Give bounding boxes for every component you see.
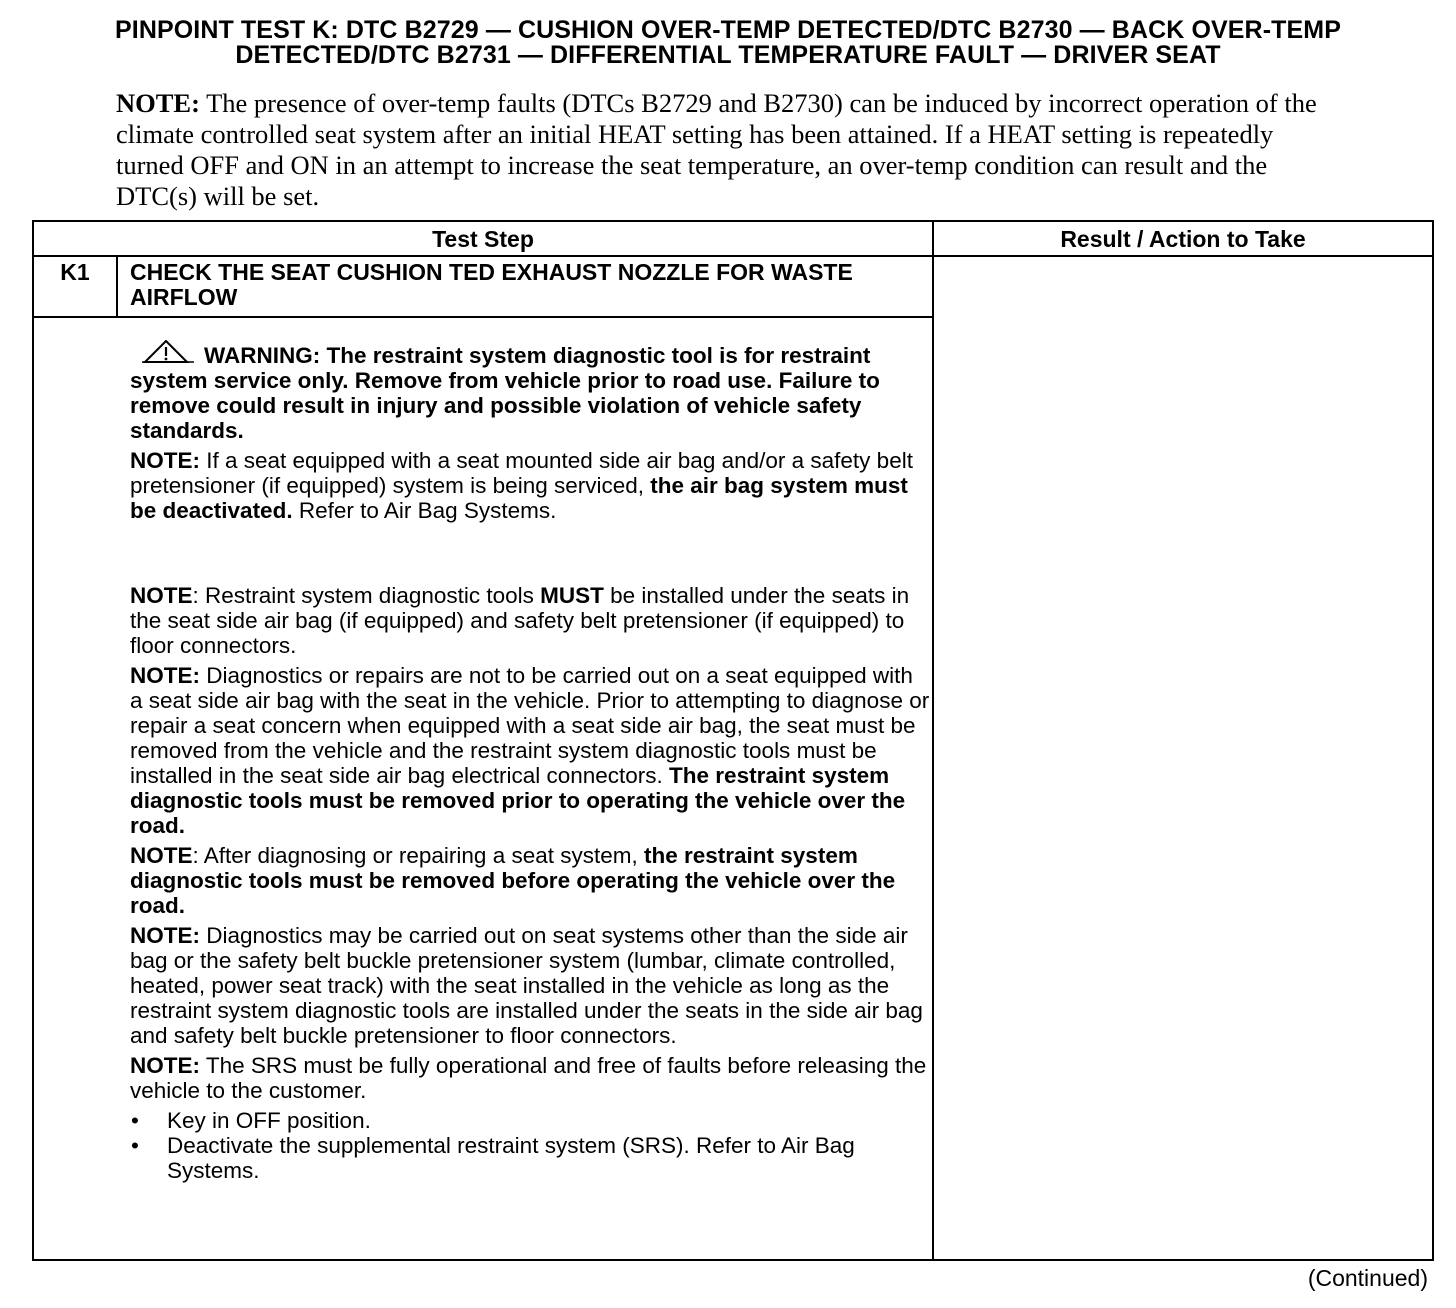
note-label: NOTE: [130,663,200,688]
note-label: NOTE: [130,923,200,948]
warning-text: WARNING: The restraint system diagnostic tool is for restraint system service only. Remove from vehicle prior to road use. Failure to remove could result in injury and possible violation of vehicle safety standards. [130,343,880,443]
note-other-seat-systems [130,923,930,1048]
step-id-divider [116,257,118,318]
column-divider [932,222,934,1259]
note-label: NOTE [130,843,193,868]
note-label: NOTE: [130,448,200,473]
page-title [28,18,1428,68]
note-label: NOTE [130,583,193,608]
header-test-step: Test Step [432,226,534,252]
note-bold-text: MUST [540,583,604,608]
note-text: If a seat equipped with a seat mounted side air bag and/or a safety belt pretensioner (if equipped) system is being serviced, [130,448,913,498]
step-title: CHECK THE SEAT CUSHION TED EXHAUST NOZZLE FOR WASTE AIRFLOW [130,259,853,310]
intro-note-label: NOTE: [116,88,200,118]
test-step-table [32,220,1434,1261]
continued-label: (Continued) [1307,1265,1428,1291]
action-bullets [130,1108,930,1183]
note-text: Diagnostics or repairs are not to be carried out on a seat equipped with a seat side air bag with the seat in the vehicle. Prior to attempting to diagnose or repair a seat concern when equipped with a seat side air bag, the seat must be removed from the vehicle and the restraint system diagnostic tools must be installed in the seat side air bag electrical connectors. [130,663,930,788]
warning-triangle-icon [140,340,196,364]
note-bold-text: the restraint system diagnostic tools must be removed before operating the vehicle over the road. [130,843,896,918]
step-id: K1 [60,259,90,285]
step-body [130,340,930,1183]
list-item: • Deactivate the supplemental restraint system (SRS). Refer to Air Bag Systems. [130,1133,930,1183]
note-air-bag-deactivate [130,448,930,523]
note-bold-text: The restraint system diagnostic tools must be removed prior to operating the vehicle over the road. [130,763,906,838]
title-line-1: PINPOINT TEST K: DTC B2729 — CUSHION OVER-TEMP DETECTED/DTC B2730 — BACK OVER-TEMP [115,16,1341,44]
note-text: Refer to Air Bag Systems. [292,498,557,523]
note-after-repair [130,843,930,918]
note-seat-side-air-bag [130,663,930,838]
note-label: NOTE: [130,1053,200,1078]
note-diagnostic-tools-installed [130,583,930,658]
note-text: : Restraint system diagnostic tools [192,583,541,608]
intro-note [116,88,1346,212]
header-result-action: Result / Action to Take [1060,226,1306,252]
note-text: Diagnostics may be carried out on seat systems other than the side air bag or the safety belt buckle pretensioner system (lumbar, climate controlled, heated, power seat track) with the seat installed in the vehicle as long as the restraint system diagnostic tools are installed under the seats in the side air bag and safety belt buckle pretensioner to floor connectors. [130,923,923,1048]
intro-note-text: The presence of over-temp faults (DTCs B2729 and B2730) can be induced by incorrect operation of the climate controlled seat system after an initial HEAT setting has been attained. If a HEAT setting is repeatedly turned OFF and ON in an attempt to increase the seat temperature, an over-temp condition can result and the DTC(s) will be set. [116,88,1317,211]
note-text: : After diagnosing or repairing a seat system, [192,843,644,868]
title-line-2: DETECTED/DTC B2731 — DIFFERENTIAL TEMPERATURE FAULT — DRIVER SEAT [235,41,1221,69]
note-srs-operational [130,1053,930,1103]
spacer [130,528,930,583]
note-text: The SRS must be fully operational and free of faults before releasing the vehicle to the customer. [130,1053,927,1103]
step-title-rule [34,316,932,318]
warning-block [130,340,930,443]
note-text: be installed under the seats in the seat side air bag (if equipped) and safety belt pretensioner (if equipped) to floor connectors. [130,583,910,658]
list-item: • Key in OFF position. [130,1108,930,1133]
note-bold-text: the air bag system must be deactivated. [130,473,908,523]
